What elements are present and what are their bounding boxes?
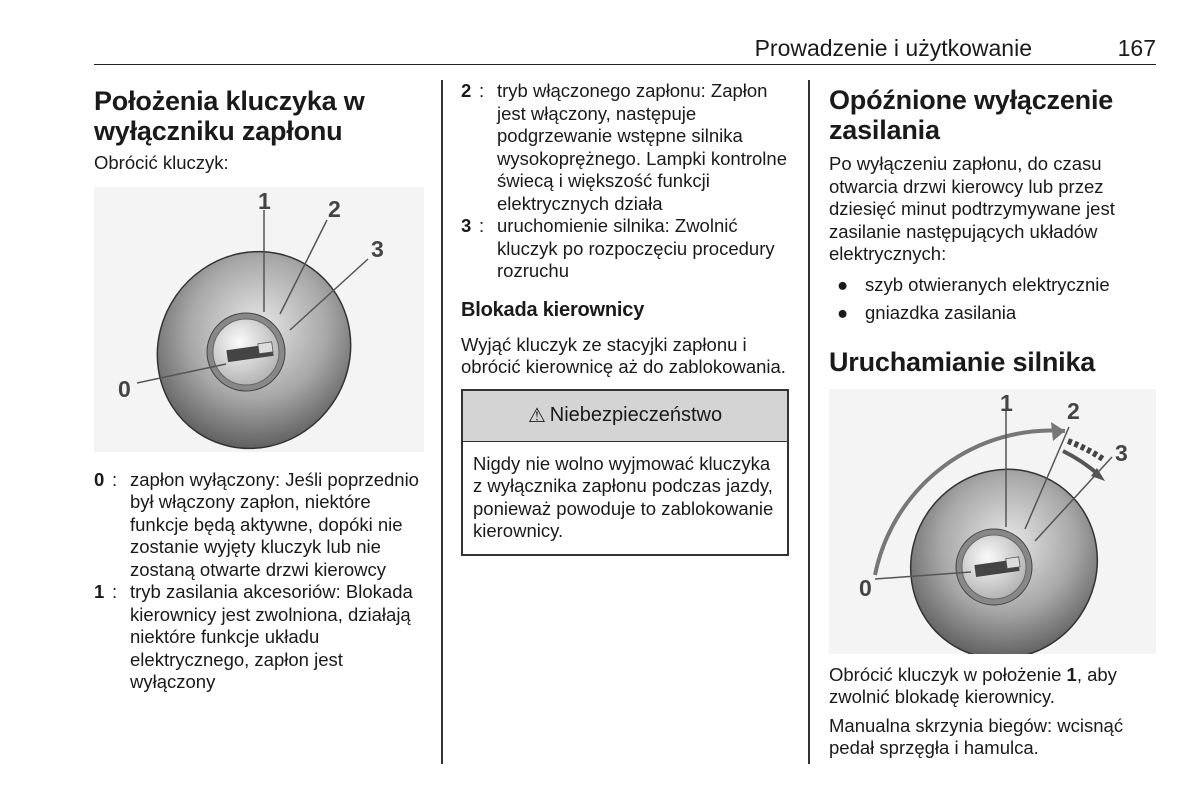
warning-icon: ⚠ <box>527 405 546 427</box>
warning-box <box>461 389 789 556</box>
warning-header <box>463 391 787 442</box>
page-header <box>94 34 1156 65</box>
position-item: 1 : tryb zasilania akcesoriów: Blokada kierownicy jest zwolniona, działają niektóre funkcje układu elektrycznego, zapłon jest wyłączony <box>94 581 413 692</box>
position-list <box>94 469 426 694</box>
steering-lock-text: Wyjąć kluczyk ze stacyjki zapłonu i obrócić kierownicę aż do zablokowania. <box>461 333 786 377</box>
delayed-power-text: Po wyłączeniu zapłonu, do czasu otwarcia drzwi kierowcy lub przez dziesięć minut podtrzymywane jest zasilanie następujących układów elektrycznych: <box>829 153 1115 264</box>
warning-text: Nigdy nie wolno wyjmować kluczyka z wyłącznika zapłonu podczas jazdy, ponieważ powoduje to zablokowanie kierownicy. <box>473 452 774 541</box>
middle-column <box>461 80 791 556</box>
position-label-1: 1 <box>258 187 271 214</box>
warning-body <box>463 442 787 554</box>
position-list-continued <box>461 80 791 283</box>
subheading-steering-lock: Blokada kierownicy <box>461 298 645 321</box>
ignition-lock-illustration <box>94 187 424 452</box>
position-item: 0 : zapłon wyłączony: Jeśli poprzednio był włączony zapłon, niektóre funkcje będą aktywne, dopóki nie zostanie wyjęty kluczyk lub nie zostaną otwarte drzwi kierowcy <box>94 468 419 580</box>
section-heading: Opóźnione wyłączenie zasilania <box>829 85 1114 145</box>
left-column <box>94 80 426 694</box>
list-item: ● szyb otwieranych elektrycznie <box>837 273 1110 295</box>
position-label-2: 2 <box>328 195 341 222</box>
position-item: 2 : tryb włączonego zapłonu: Zapłon jest włączony, następuje podgrzewanie wstępne silnika wysokoprężnego. Lampki kontrolne świecą i większość funkcji elektrycznych działa <box>461 80 787 214</box>
engine-start-instruction: Obrócić kluczyk w położenie 1, aby zwolnić blokadę kierownicy. <box>829 663 1117 707</box>
manual-gearbox-text: Manualna skrzynia biegów: wcisnąć pedał sprzęgła i hamulca. <box>829 714 1124 758</box>
position-label-2: 2 <box>1067 397 1080 424</box>
section-heading: Uruchamianie silnika <box>829 346 1096 377</box>
warning-title: Niebezpieczeństwo <box>549 404 723 426</box>
ignition-rotation-illustration <box>829 389 1156 654</box>
ignition-figure <box>94 187 424 452</box>
engine-start-figure <box>829 389 1156 654</box>
intro-text: Obrócić kluczyk: <box>94 152 229 173</box>
bullet-list <box>829 274 1159 325</box>
position-label-1: 1 <box>1000 389 1013 416</box>
position-item: 3 : uruchomienie silnika: Zwolnić kluczyk po rozpoczęciu procedury rozruchu <box>461 215 775 281</box>
list-item: ● gniazdka zasilania <box>837 302 1017 323</box>
right-column <box>829 80 1159 760</box>
position-label-3: 3 <box>371 235 384 262</box>
column-divider <box>808 80 810 764</box>
section-title: Prowadzenie i użytkowanie <box>754 35 1032 61</box>
section-heading: Położenia kluczyka w wyłączniku zapłonu <box>94 86 365 146</box>
position-label-0: 0 <box>859 574 872 601</box>
position-label-3: 3 <box>1115 439 1128 466</box>
column-divider <box>441 80 443 764</box>
position-label-0: 0 <box>118 375 131 402</box>
page-number: 167 <box>1117 35 1156 61</box>
